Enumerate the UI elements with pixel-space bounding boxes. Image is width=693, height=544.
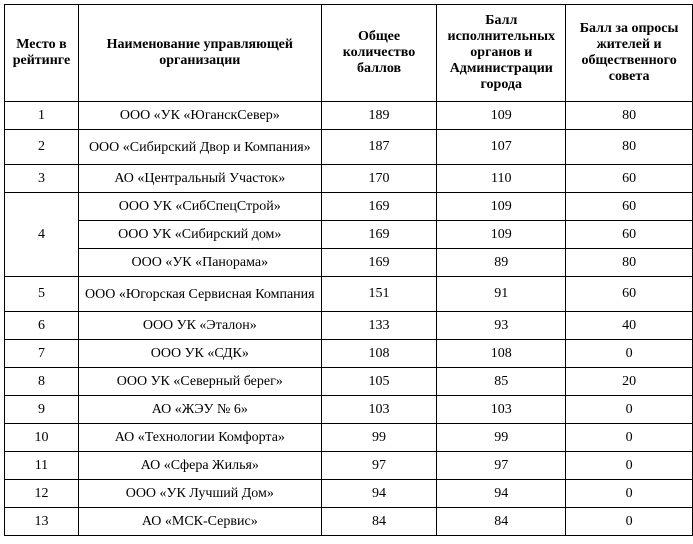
cell-place: 1 bbox=[5, 102, 79, 130]
cell-admin: 103 bbox=[437, 396, 566, 424]
table-row bbox=[5, 452, 693, 480]
table-row bbox=[5, 165, 693, 193]
cell-total: 105 bbox=[321, 368, 437, 396]
cell-survey: 60 bbox=[566, 165, 693, 193]
table-row bbox=[5, 193, 693, 221]
cell-survey: 60 bbox=[566, 221, 693, 249]
cell-place: 4 bbox=[5, 193, 79, 277]
cell-name: ООО «УК «ЮганскСевер» bbox=[78, 102, 321, 130]
cell-admin: 110 bbox=[437, 165, 566, 193]
cell-place: 2 bbox=[5, 130, 79, 165]
cell-survey: 0 bbox=[566, 452, 693, 480]
cell-name: ООО «Сибирский Двор и Компания» bbox=[78, 130, 321, 165]
cell-survey: 0 bbox=[566, 508, 693, 536]
cell-total: 189 bbox=[321, 102, 437, 130]
table-row bbox=[5, 480, 693, 508]
table-row bbox=[5, 249, 693, 277]
header-place: Место в рейтинге bbox=[5, 5, 79, 102]
cell-admin: 91 bbox=[437, 277, 566, 312]
table-row bbox=[5, 130, 693, 165]
cell-survey: 60 bbox=[566, 277, 693, 312]
table-row bbox=[5, 221, 693, 249]
cell-total: 151 bbox=[321, 277, 437, 312]
cell-name: ООО УК «СибСпецСтрой» bbox=[78, 193, 321, 221]
cell-total: 103 bbox=[321, 396, 437, 424]
cell-name: АО «МСК-Сервис» bbox=[78, 508, 321, 536]
cell-place: 11 bbox=[5, 452, 79, 480]
table-row bbox=[5, 396, 693, 424]
cell-place: 9 bbox=[5, 396, 79, 424]
header-admin: Балл исполнительных органов и Администрации города bbox=[437, 5, 566, 102]
cell-place: 10 bbox=[5, 424, 79, 452]
cell-survey: 0 bbox=[566, 340, 693, 368]
cell-admin: 109 bbox=[437, 102, 566, 130]
cell-survey: 0 bbox=[566, 480, 693, 508]
cell-survey: 60 bbox=[566, 193, 693, 221]
cell-survey: 80 bbox=[566, 130, 693, 165]
cell-name: АО «ЖЭУ № 6» bbox=[78, 396, 321, 424]
cell-admin: 107 bbox=[437, 130, 566, 165]
cell-survey: 0 bbox=[566, 396, 693, 424]
cell-name: АО «Технологии Комфорта» bbox=[78, 424, 321, 452]
header-survey: Балл за опросы жителей и общественного совета bbox=[566, 5, 693, 102]
cell-admin: 94 bbox=[437, 480, 566, 508]
cell-total: 169 bbox=[321, 221, 437, 249]
cell-name: ООО УК «Северный берег» bbox=[78, 368, 321, 396]
table-row bbox=[5, 102, 693, 130]
cell-place: 5 bbox=[5, 277, 79, 312]
header-total: Общее количество баллов bbox=[321, 5, 437, 102]
cell-name: ООО УК «СДК» bbox=[78, 340, 321, 368]
cell-admin: 109 bbox=[437, 221, 566, 249]
cell-place: 8 bbox=[5, 368, 79, 396]
cell-total: 187 bbox=[321, 130, 437, 165]
cell-name: АО «Центральный Участок» bbox=[78, 165, 321, 193]
cell-admin: 93 bbox=[437, 312, 566, 340]
cell-total: 108 bbox=[321, 340, 437, 368]
cell-place: 6 bbox=[5, 312, 79, 340]
cell-place: 13 bbox=[5, 508, 79, 536]
table-row bbox=[5, 424, 693, 452]
cell-total: 99 bbox=[321, 424, 437, 452]
cell-survey: 20 bbox=[566, 368, 693, 396]
cell-admin: 99 bbox=[437, 424, 566, 452]
cell-survey: 80 bbox=[566, 102, 693, 130]
header-row bbox=[5, 5, 693, 102]
cell-name: ООО УК «Сибирский дом» bbox=[78, 221, 321, 249]
cell-survey: 0 bbox=[566, 424, 693, 452]
table-row bbox=[5, 368, 693, 396]
cell-place: 7 bbox=[5, 340, 79, 368]
cell-admin: 85 bbox=[437, 368, 566, 396]
rating-table bbox=[4, 4, 693, 536]
cell-name: ООО «УК Лучший Дом» bbox=[78, 480, 321, 508]
cell-name: ООО «Югорская Сервисная Компания bbox=[78, 277, 321, 312]
cell-name: ООО УК «Эталон» bbox=[78, 312, 321, 340]
cell-survey: 40 bbox=[566, 312, 693, 340]
cell-survey: 80 bbox=[566, 249, 693, 277]
table-row bbox=[5, 312, 693, 340]
cell-name: ООО «УК «Панорама» bbox=[78, 249, 321, 277]
cell-admin: 108 bbox=[437, 340, 566, 368]
cell-total: 169 bbox=[321, 193, 437, 221]
cell-total: 169 bbox=[321, 249, 437, 277]
cell-total: 133 bbox=[321, 312, 437, 340]
cell-total: 84 bbox=[321, 508, 437, 536]
table-row bbox=[5, 508, 693, 536]
cell-place: 12 bbox=[5, 480, 79, 508]
cell-name: АО «Сфера Жилья» bbox=[78, 452, 321, 480]
header-name: Наименование управляющей организации bbox=[78, 5, 321, 102]
cell-total: 94 bbox=[321, 480, 437, 508]
table-row bbox=[5, 277, 693, 312]
cell-total: 170 bbox=[321, 165, 437, 193]
cell-admin: 109 bbox=[437, 193, 566, 221]
table-row bbox=[5, 340, 693, 368]
cell-total: 97 bbox=[321, 452, 437, 480]
cell-admin: 89 bbox=[437, 249, 566, 277]
cell-admin: 84 bbox=[437, 508, 566, 536]
cell-admin: 97 bbox=[437, 452, 566, 480]
cell-place: 3 bbox=[5, 165, 79, 193]
